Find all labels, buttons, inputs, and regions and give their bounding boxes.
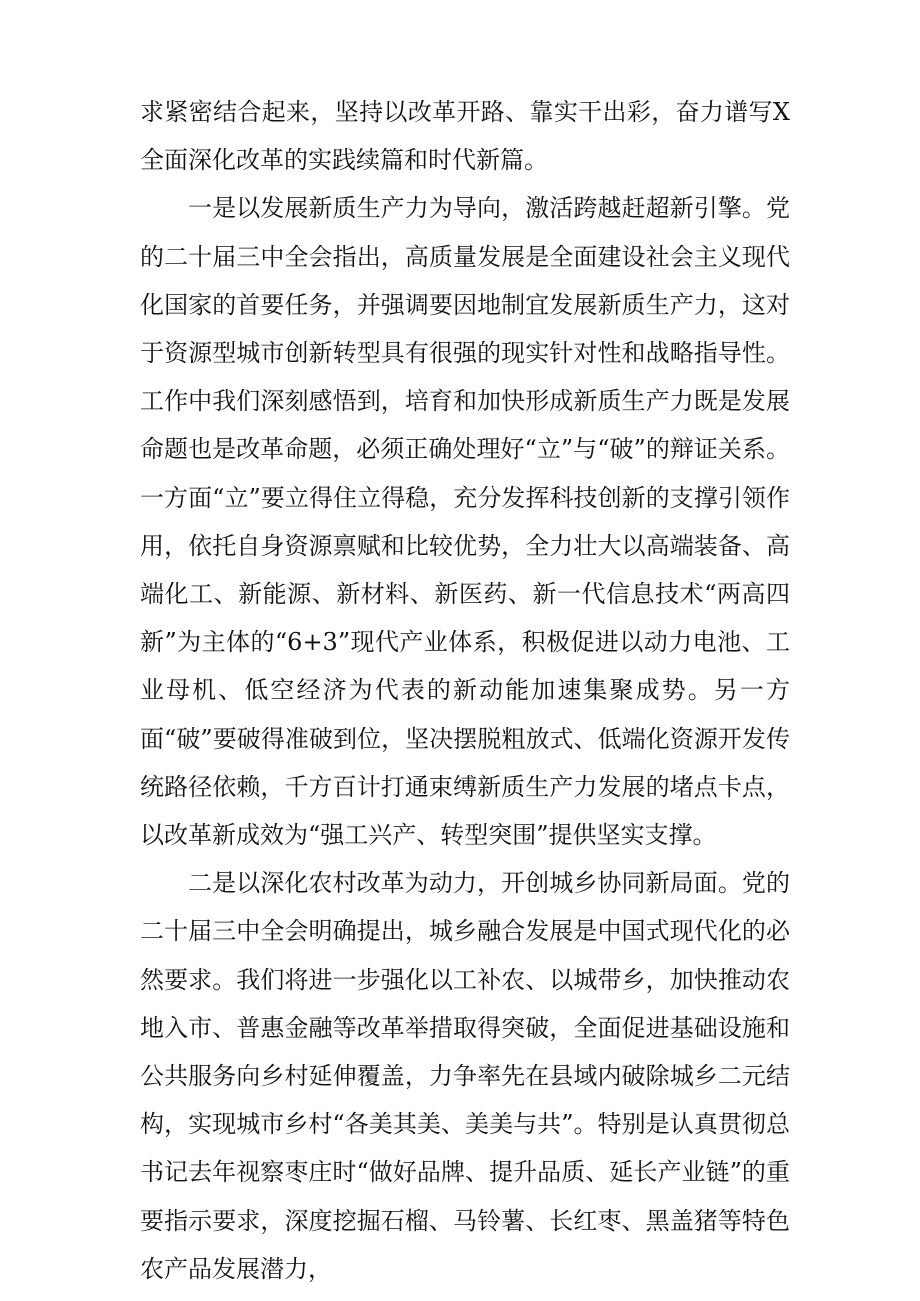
paragraph-continuation: 求紧密结合起来，坚持以改革开路、靠实干出彩，奋力谱写X全面深化改革的实践续篇和时代新篇。: [140, 98, 790, 175]
paragraph-point-one: 一是以发展新质生产力为导向，激活跨越赶超新引擎。党的二十届三中全会指出，高质量发展是全面建设社会主义现代化国家的首要任务，并强调要因地制宜发展新质生产力，这对于资源型城市创新转型具有很强的现实针对性和战略指导性。工作中我们深刻感悟到，培育和加快形成新质生产力既是发展命题也是改革命题，必须正确处理好“立”与“破”的辩证关系。一方面“立”要立得住立得稳，充分发挥科技创新的支撑引领作用，依托自身资源禀赋和比较优势，全力壮大以高端装备、高端化工、新能源、新材料、新医药、新一代信息技术“两高四新”为主体的“6+3”现代产业体系，积极促进以动力电池、工业母机、低空经济为代表的新动能加速集聚成势。另一方面“破”要破得准破到位，坚决摆脱粗放式、低端化资源开发传统路径依赖，千方百计打通束缚新质生产力发展的堵点卡点，以改革新成效为“强工兴产、转型突围”提供坚实支撑。: [140, 194, 790, 850]
paragraph-point-two: 二是以深化农村改革为动力，开创城乡协同新局面。党的二十届三中全会明确提出，城乡融合发展是中国式现代化的必然要求。我们将进一步强化以工补农、以城带乡，加快推动农地入市、普惠金融等改革举措取得突破，全面促进基础设施和公共服务向乡村延伸覆盖，力争率先在县域内破除城乡二元结构，实现城市乡村“各美其美、美美与共”。特别是认真贯彻总书记去年视察枣庄时“做好品牌、提升品质、延长产业链”的重要指示要求，深度挖掘石榴、马铃薯、长红枣、黑盖猪等特色农产品发展潜力，: [140, 869, 790, 1283]
document-body: [140, 88, 790, 1293]
